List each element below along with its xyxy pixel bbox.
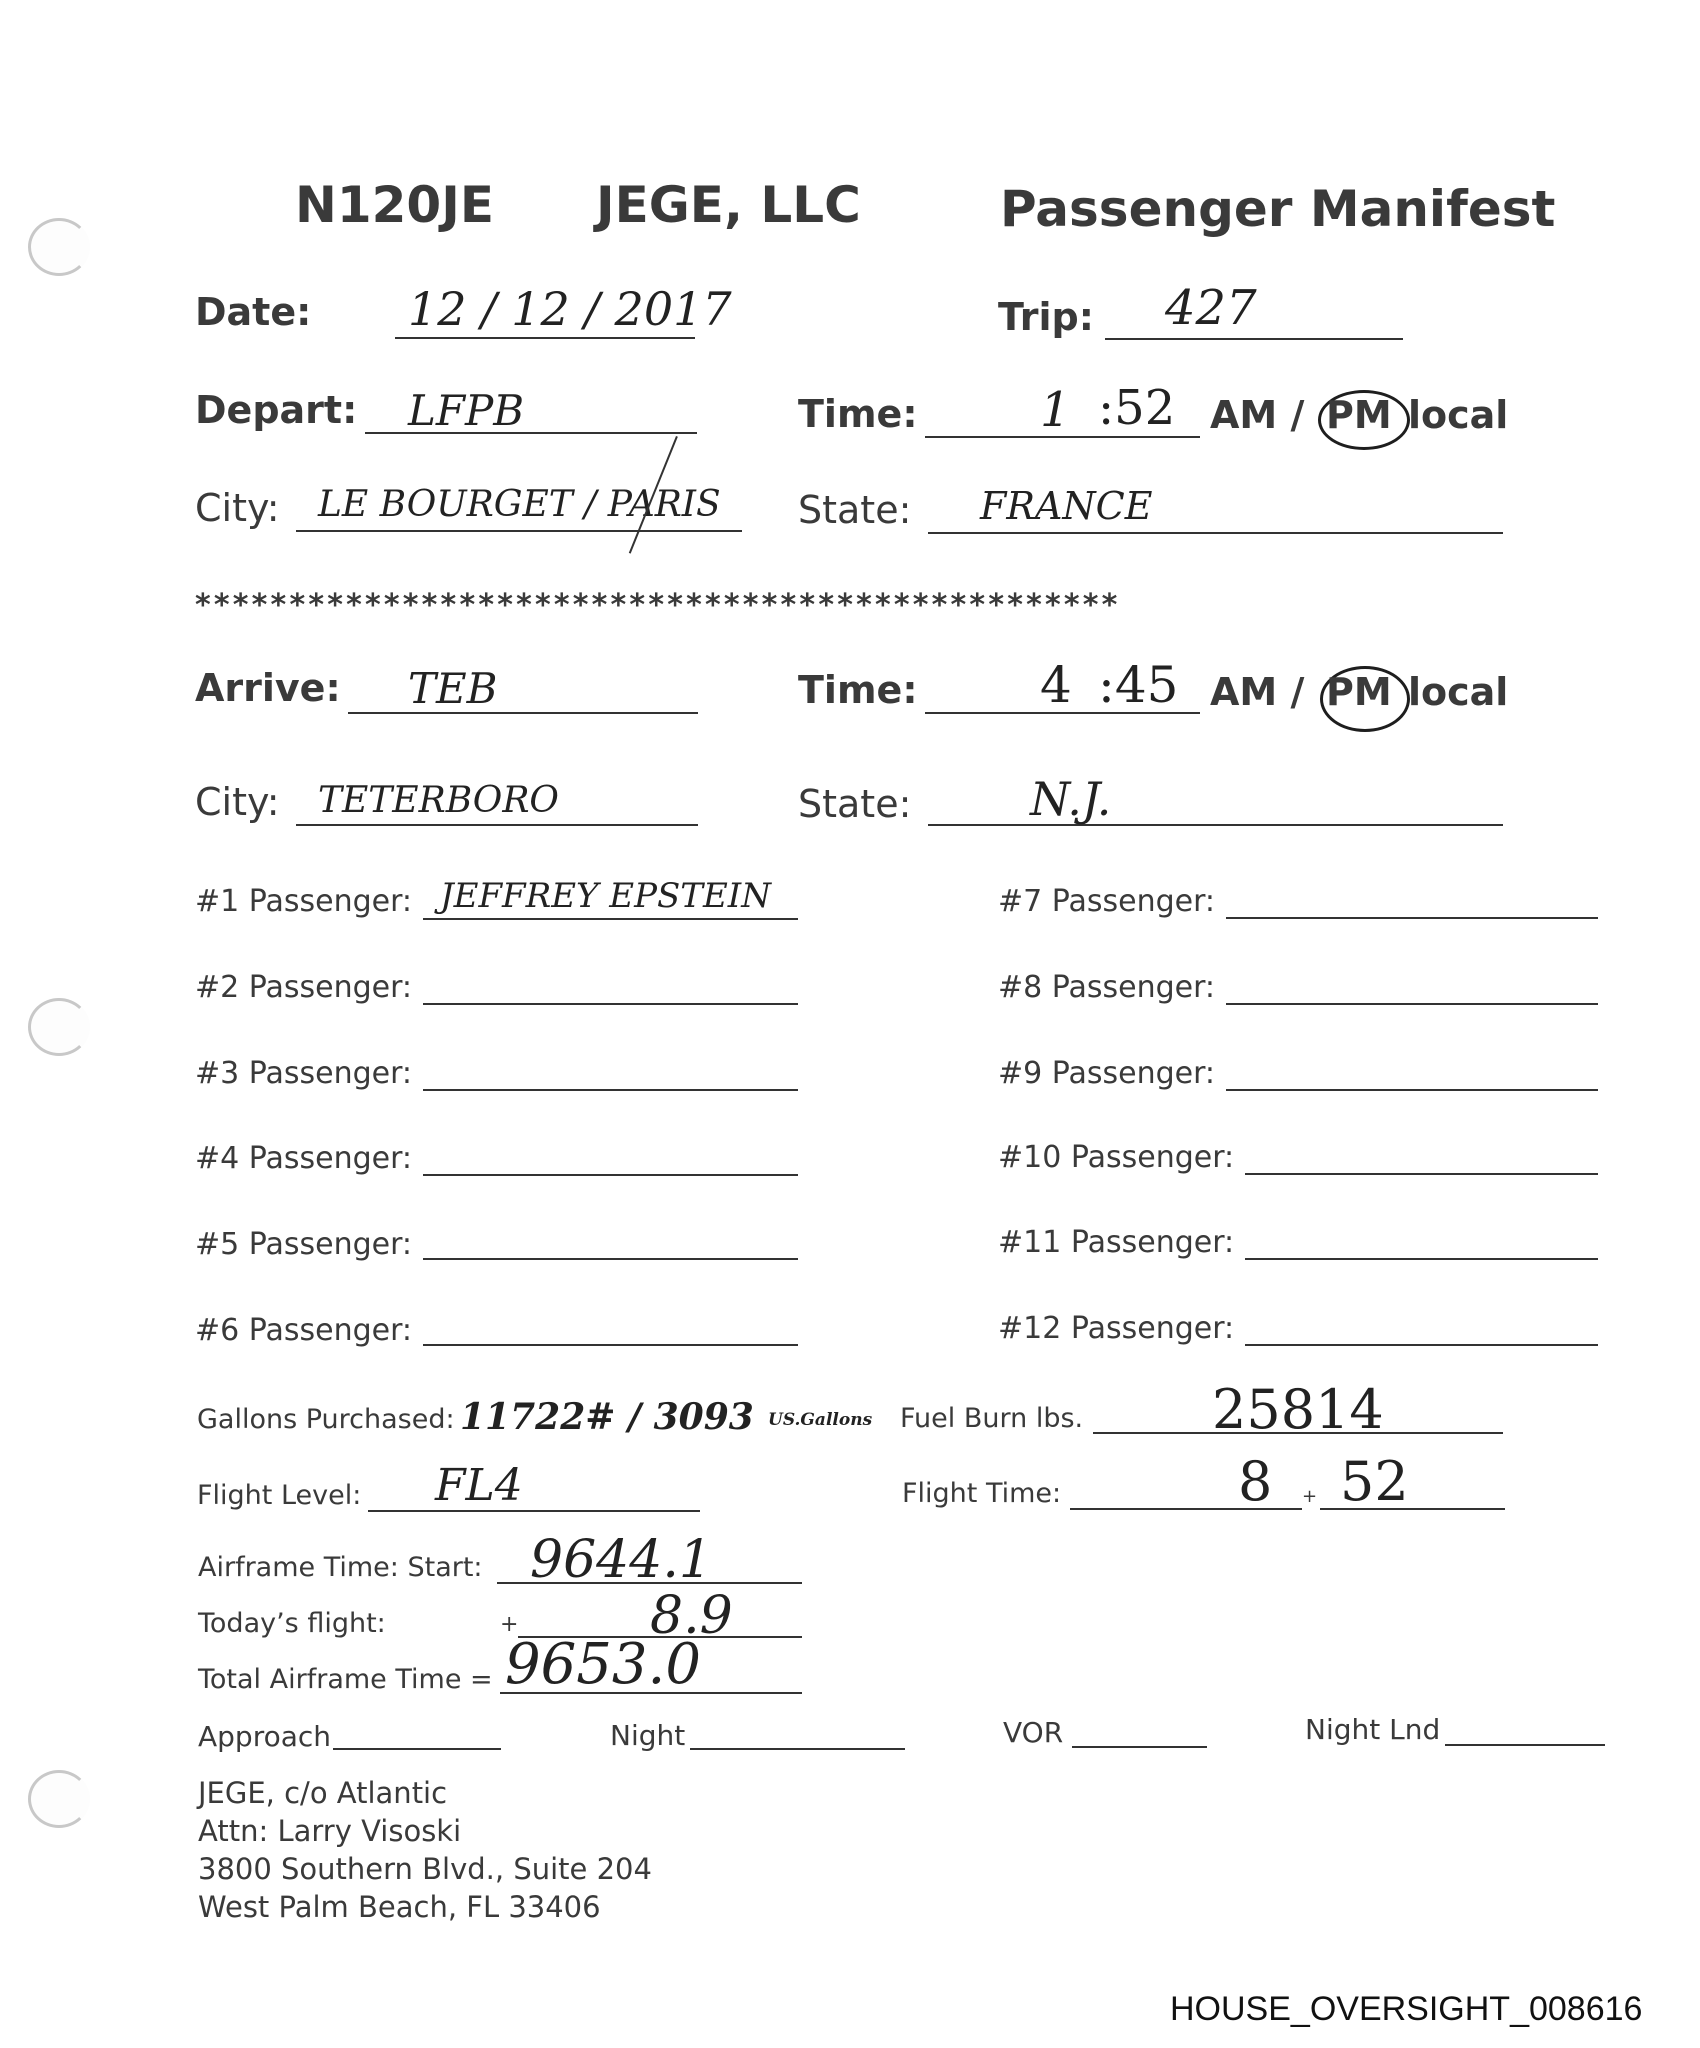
night-lnd-underline bbox=[1445, 1744, 1605, 1746]
vor-underline bbox=[1072, 1746, 1207, 1748]
flight-level-value: FL4 bbox=[435, 1460, 523, 1511]
passenger-6-label: #6 Passenger: bbox=[195, 1313, 413, 1348]
passenger-12-line bbox=[1245, 1344, 1598, 1346]
depart-state-underline bbox=[928, 532, 1503, 534]
depart-state-label: State: bbox=[798, 488, 912, 532]
passenger-6-line bbox=[423, 1344, 798, 1346]
date-value: 12 / 12 / 2017 bbox=[408, 282, 732, 336]
arrive-state-value: N.J. bbox=[1030, 772, 1112, 826]
flight-time-label: Flight Time: bbox=[902, 1478, 1062, 1509]
company-name: JEGE, LLC bbox=[596, 176, 861, 234]
depart-label: Depart: bbox=[195, 388, 358, 432]
arrive-code-value: TEB bbox=[408, 664, 498, 713]
depart-pm-label: PM bbox=[1326, 393, 1392, 437]
passenger-11-label: #11 Passenger: bbox=[998, 1225, 1235, 1260]
flight-time-plus: + bbox=[1302, 1486, 1318, 1507]
passenger-3-label: #3 Passenger: bbox=[195, 1056, 413, 1091]
todays-flight-plus: + bbox=[500, 1612, 519, 1637]
depart-city-underline bbox=[296, 530, 742, 532]
tail-number: N120JE bbox=[295, 176, 494, 234]
passenger-5-line bbox=[423, 1258, 798, 1260]
flight-time-hour-value: 8 bbox=[1238, 1450, 1273, 1513]
night-underline bbox=[690, 1748, 905, 1750]
gallons-value: 11722# / 3093 bbox=[460, 1396, 754, 1438]
address-line-1: JEGE, c/o Atlantic bbox=[198, 1776, 448, 1810]
depart-city-value: LE BOURGET / PARIS bbox=[318, 484, 721, 525]
airframe-start-value: 9644.1 bbox=[530, 1530, 712, 1590]
arrive-city-underline bbox=[296, 824, 698, 826]
date-label: Date: bbox=[195, 290, 312, 334]
address-line-3: 3800 Southern Blvd., Suite 204 bbox=[198, 1852, 652, 1886]
passenger-1-name: JEFFREY EPSTEIN bbox=[440, 876, 771, 916]
passenger-10-label: #10 Passenger: bbox=[998, 1140, 1235, 1175]
depart-city-label: City: bbox=[195, 486, 280, 530]
passenger-11-line bbox=[1245, 1258, 1598, 1260]
binder-hole bbox=[28, 998, 90, 1056]
depart-minute-value: :52 bbox=[1098, 380, 1176, 436]
flight-level-underline bbox=[368, 1510, 700, 1512]
night-lnd-label: Night Lnd bbox=[1305, 1713, 1441, 1746]
depart-am-label: AM / bbox=[1210, 393, 1305, 437]
passenger-7-line bbox=[1226, 917, 1598, 919]
passenger-10-line bbox=[1245, 1173, 1598, 1175]
address-line-2: Attn: Larry Visoski bbox=[198, 1814, 462, 1848]
arrive-label: Arrive: bbox=[195, 666, 341, 710]
fuel-burn-label: Fuel Burn lbs. bbox=[900, 1403, 1084, 1434]
passenger-9-line bbox=[1226, 1089, 1598, 1091]
trip-underline bbox=[1105, 338, 1403, 340]
fuel-burn-value: 25814 bbox=[1212, 1378, 1384, 1441]
arrive-city-label: City: bbox=[195, 780, 280, 824]
passenger-12-label: #12 Passenger: bbox=[998, 1311, 1235, 1346]
todays-flight-value: 8.9 bbox=[650, 1586, 733, 1646]
night-label: Night bbox=[610, 1719, 686, 1752]
arrive-state-underline bbox=[928, 824, 1503, 826]
passenger-2-label: #2 Passenger: bbox=[195, 970, 413, 1005]
depart-time-label: Time: bbox=[798, 392, 918, 436]
arrive-time-label: Time: bbox=[798, 668, 918, 712]
passenger-4-line bbox=[423, 1174, 798, 1176]
approach-label: Approach bbox=[198, 1720, 332, 1753]
gallons-unit: US.Gallons bbox=[768, 1410, 873, 1430]
passenger-5-label: #5 Passenger: bbox=[195, 1227, 413, 1262]
depart-hour-value: 1 bbox=[1040, 382, 1071, 438]
trip-label: Trip: bbox=[998, 295, 1094, 339]
arrive-state-label: State: bbox=[798, 782, 912, 826]
trip-value: 427 bbox=[1165, 280, 1257, 336]
page-title: Passenger Manifest bbox=[1000, 180, 1556, 238]
bates-number: HOUSE_OVERSIGHT_008616 bbox=[1170, 1990, 1643, 2028]
arrive-underline bbox=[348, 712, 698, 714]
address-line-4: West Palm Beach, FL 33406 bbox=[198, 1890, 601, 1924]
passenger-7-label: #7 Passenger: bbox=[998, 884, 1216, 919]
passenger-1-line bbox=[423, 918, 798, 920]
separator-stars: ************************************************* bbox=[195, 588, 1121, 623]
binder-hole bbox=[28, 218, 90, 276]
arrive-am-label: AM / bbox=[1210, 670, 1305, 714]
total-airframe-label: Total Airframe Time = bbox=[198, 1664, 493, 1695]
gallons-label: Gallons Purchased: bbox=[197, 1404, 455, 1435]
depart-state-value: FRANCE bbox=[980, 484, 1153, 528]
flight-level-label: Flight Level: bbox=[197, 1480, 362, 1511]
passenger-4-label: #4 Passenger: bbox=[195, 1141, 413, 1176]
arrive-pm-label: PM bbox=[1326, 670, 1392, 714]
depart-code-value: LFPB bbox=[408, 386, 525, 435]
arrive-hour-value: 4 bbox=[1040, 656, 1072, 714]
todays-flight-label: Today’s flight: bbox=[198, 1608, 386, 1639]
approach-underline bbox=[333, 1748, 501, 1750]
arrive-minute-value: :45 bbox=[1098, 656, 1179, 714]
total-airframe-value: 9653.0 bbox=[505, 1632, 701, 1697]
vor-label: VOR bbox=[1003, 1716, 1064, 1749]
passenger-8-label: #8 Passenger: bbox=[998, 970, 1216, 1005]
depart-local-label: local bbox=[1408, 393, 1509, 437]
passenger-8-line bbox=[1226, 1003, 1598, 1005]
arrive-local-label: local bbox=[1408, 670, 1509, 714]
flight-time-minute-value: 52 bbox=[1340, 1450, 1409, 1513]
arrive-city-value: TETERBORO bbox=[318, 780, 559, 821]
date-underline bbox=[395, 337, 695, 339]
passenger-2-line bbox=[423, 1003, 798, 1005]
binder-hole bbox=[28, 1770, 90, 1828]
airframe-start-label: Airframe Time: Start: bbox=[198, 1552, 483, 1583]
passenger-1-label: #1 Passenger: bbox=[195, 884, 413, 919]
passenger-9-label: #9 Passenger: bbox=[998, 1056, 1216, 1091]
passenger-3-line bbox=[423, 1089, 798, 1091]
